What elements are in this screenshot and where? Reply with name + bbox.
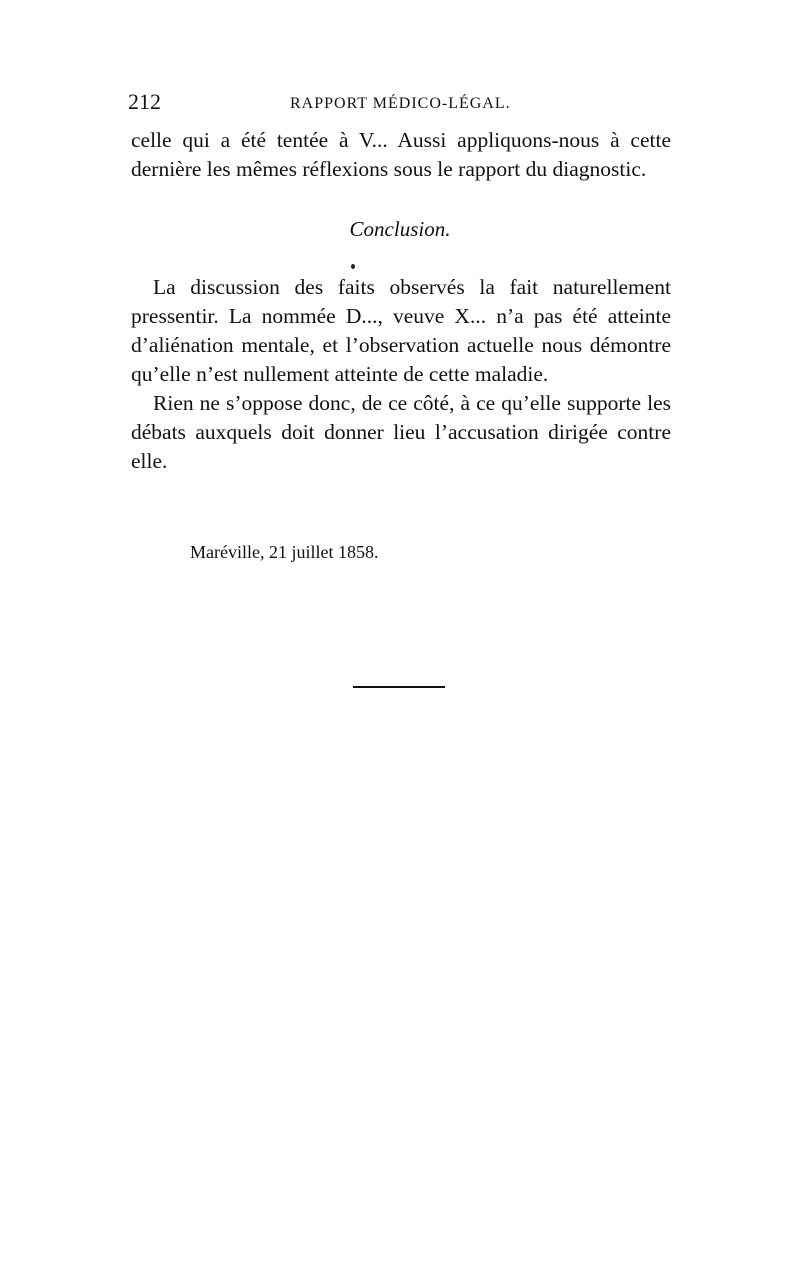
opening-paragraph: celle qui a été tentée à V... Aussi appliquons-nous à cette dernière les mêmes réflexions sous le rapport du diagnostic. (131, 128, 671, 181)
ink-mark (351, 264, 355, 269)
signature-line: Maréville, 21 juillet 1858. (190, 542, 379, 562)
conclusion-paragraph-1: La discussion des faits observés la fait naturellement pressentir. La nommée D..., veuve X... n’a pas été atteinte d’aliénation mentale, et l’observation actuelle nous démontre qu’elle n’est nullement atteinte de cette maladie. (131, 275, 671, 386)
running-head: RAPPORT MÉDICO-LÉGAL. (290, 95, 511, 112)
conclusion-paragraph-2: Rien ne s’oppose donc, de ce côté, à ce qu’elle supporte les débats auxquels doit donner lieu l’accusation dirigée contre elle. (131, 391, 671, 473)
section-heading-text: Conclusion. (349, 217, 451, 241)
page-number: 212 (128, 89, 161, 114)
closing-rule (353, 686, 445, 688)
section-heading (0, 215, 800, 243)
